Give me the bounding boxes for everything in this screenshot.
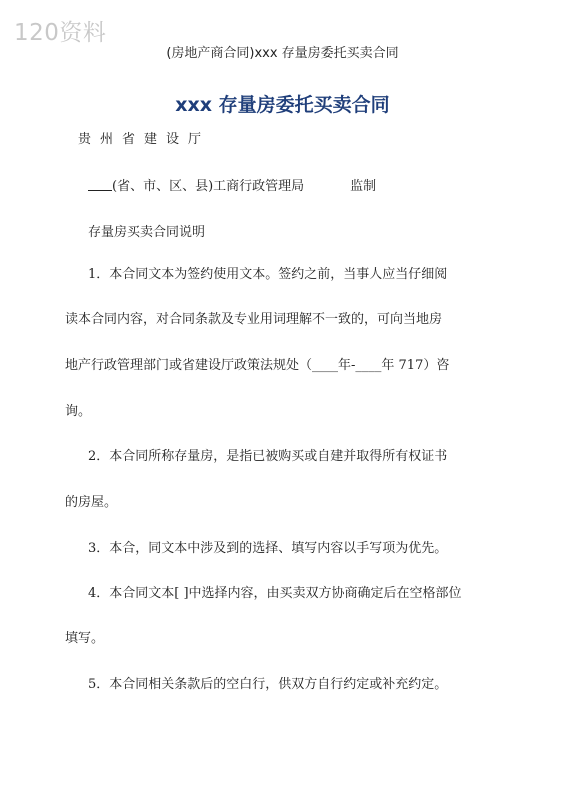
item-1-line-3: 地产行政管理部门或省建设厅政策法规处（____年-____年 717）咨: [65, 358, 450, 373]
supervisor-line: [88, 178, 376, 196]
supervisor-authority: (省、市、区、县)工商行政管理局: [112, 179, 305, 194]
supervisor-role: 监制: [350, 179, 377, 194]
item-4-line-2: 填写。: [65, 631, 105, 646]
item-1-line-2: 读本合同内容，对合同条款及专业用词理解不一致的，可向当地房: [65, 312, 443, 327]
item-5-line-1: 5．本合同相关条款后的空白行，供双方自行约定或补充约定。: [88, 677, 448, 692]
watermark-logo: 120资料: [14, 20, 107, 46]
item-2-line-1: 2．本合同所称存量房，是指已被购买或自建并取得所有权证书: [88, 449, 448, 464]
item-4-line-1: 4．本合同文本[ ]中选择内容，由买卖双方协商确定后在空格部位: [88, 586, 462, 601]
item-1-line-4: 询。: [65, 404, 92, 419]
issuer-name: 贵州省建设厅: [78, 132, 211, 147]
item-2-line-2: 的房屋。: [65, 495, 118, 510]
supervisor-blank: [88, 178, 112, 191]
document-header: (房地产商合同)xxx 存量房委托买卖合同: [166, 46, 399, 61]
document-title: xxx 存量房委托买卖合同: [175, 94, 390, 116]
section-heading: 存量房买卖合同说明: [88, 225, 206, 240]
item-1-line-1: 1．本合同文本为签约使用文本。签约之前，当事人应当仔细阅: [88, 267, 448, 282]
item-3-line-1: 3．本合，同文本中涉及到的选择、填写内容以手写项为优先。: [88, 541, 448, 556]
